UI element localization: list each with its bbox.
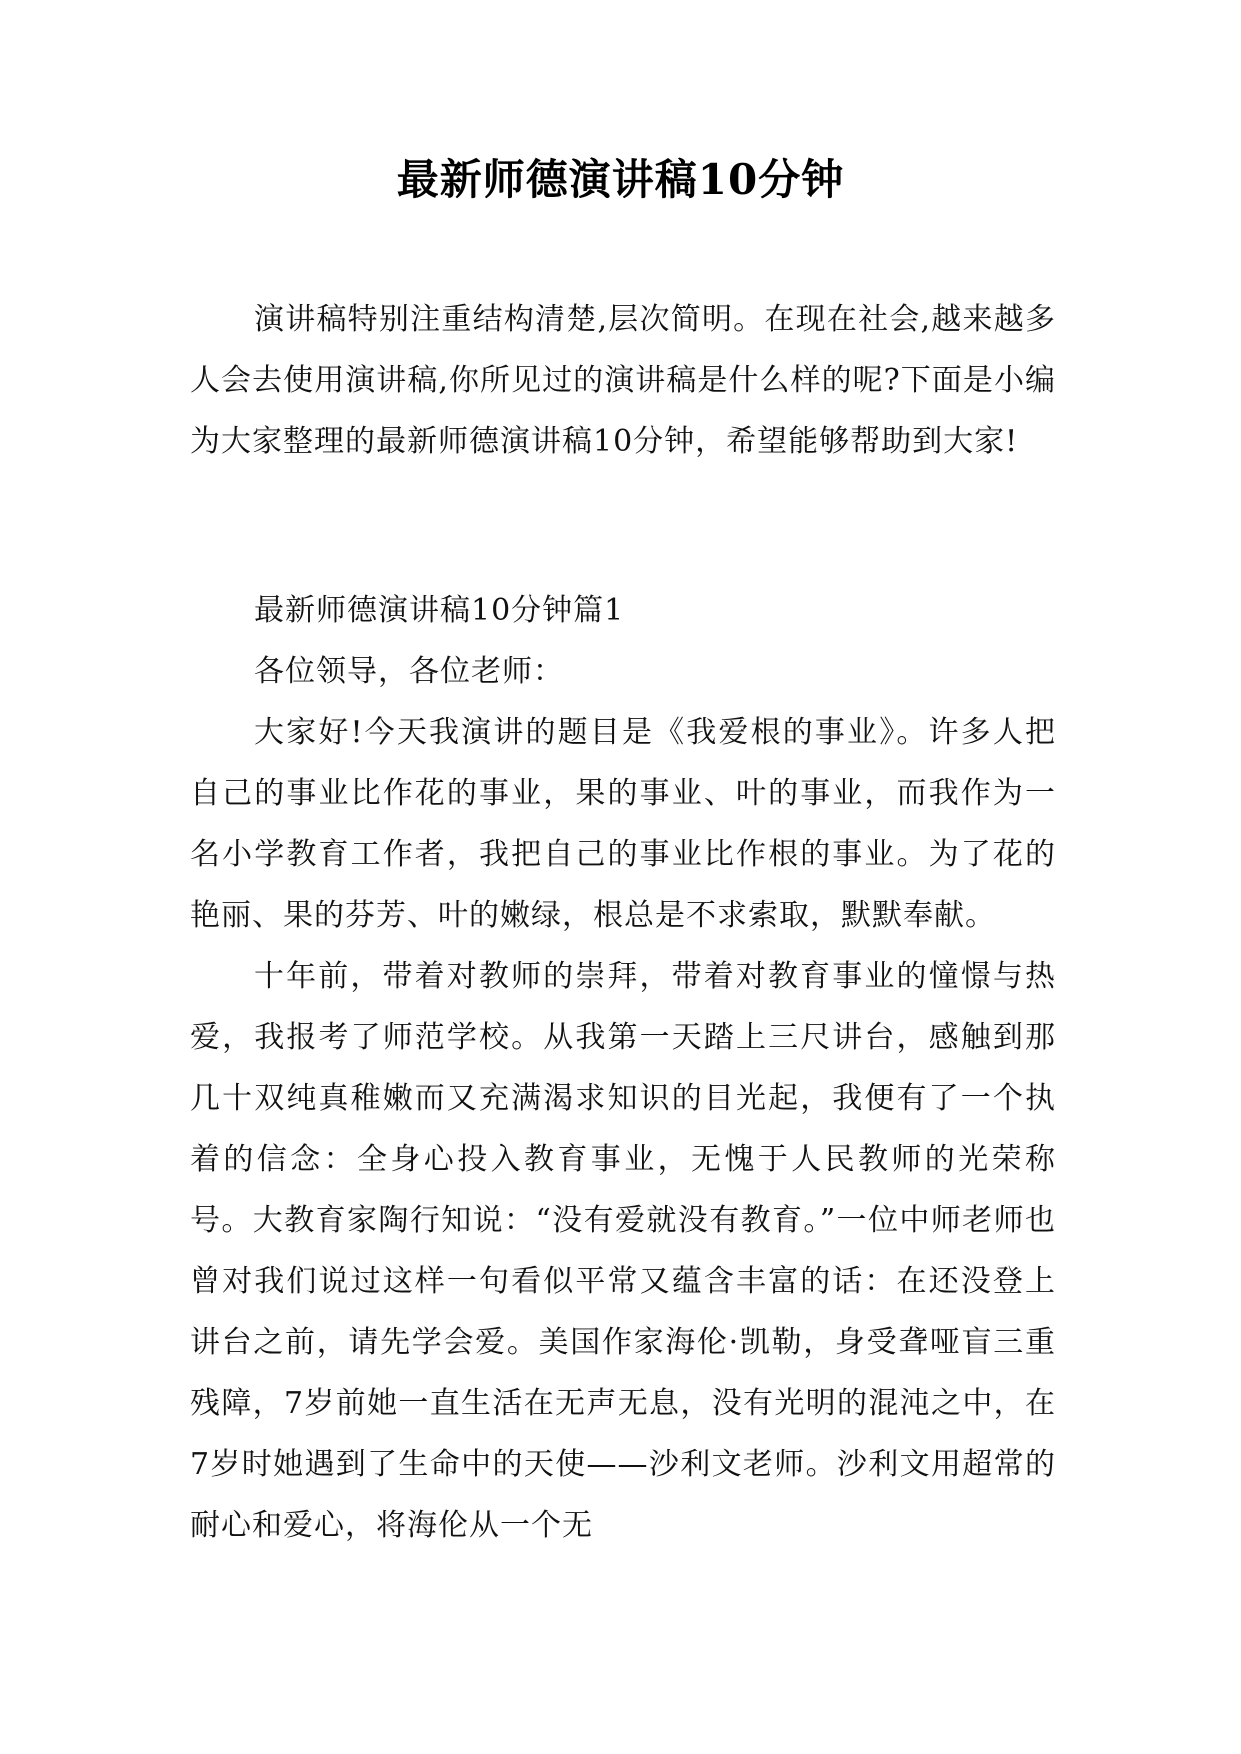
section-1 <box>190 580 1056 1556</box>
speech-paragraph-2: 十年前，带着对教师的崇拜，带着对教育事业的憧憬与热爱，我报考了师范学校。从我第一天踏上三尺讲台，感触到那几十双纯真稚嫩而又充满渴求知识的目光起，我便有了一个执着的信念：全身心投入教育事业，无愧于人民教师的光荣称号。大教育家陶行知说：“没有爱就没有教育。”一位中师老师也曾对我们说过这样一句看似平常又蕴含丰富的话：在还没登上讲台之前，请先学会爱。美国作家海伦·凯勒，身受聋哑盲三重残障，7岁前她一直生活在无声无息，没有光明的混沌之中，在7岁时她遇到了生命中的天使——沙利文老师。沙利文用超常的耐心和爱心，将海伦从一个无 <box>190 959 1056 1543</box>
salutation: 各位领导，各位老师： <box>254 654 564 689</box>
intro-paragraph: 演讲稿特别注重结构清楚,层次简明。在现在社会,越来越多人会去使用演讲稿,你所见过的演讲稿是什么样的呢?下面是小编为大家整理的最新师德演讲稿10分钟，希望能够帮助到大家! <box>190 302 1056 459</box>
section-heading: 最新师德演讲稿10分钟篇1 <box>254 593 625 628</box>
speech-paragraph-1: 大家好!今天我演讲的题目是《我爱根的事业》。许多人把自己的事业比作花的事业，果的事业、叶的事业，而我作为一名小学教育工作者，我把自己的事业比作根的事业。为了花的艳丽、果的芬芳、叶的嫩绿，根总是不求索取，默默奉献。 <box>190 715 1056 933</box>
intro-block <box>190 289 1056 472</box>
document-title: 最新师德演讲稿10分钟 <box>396 155 845 204</box>
